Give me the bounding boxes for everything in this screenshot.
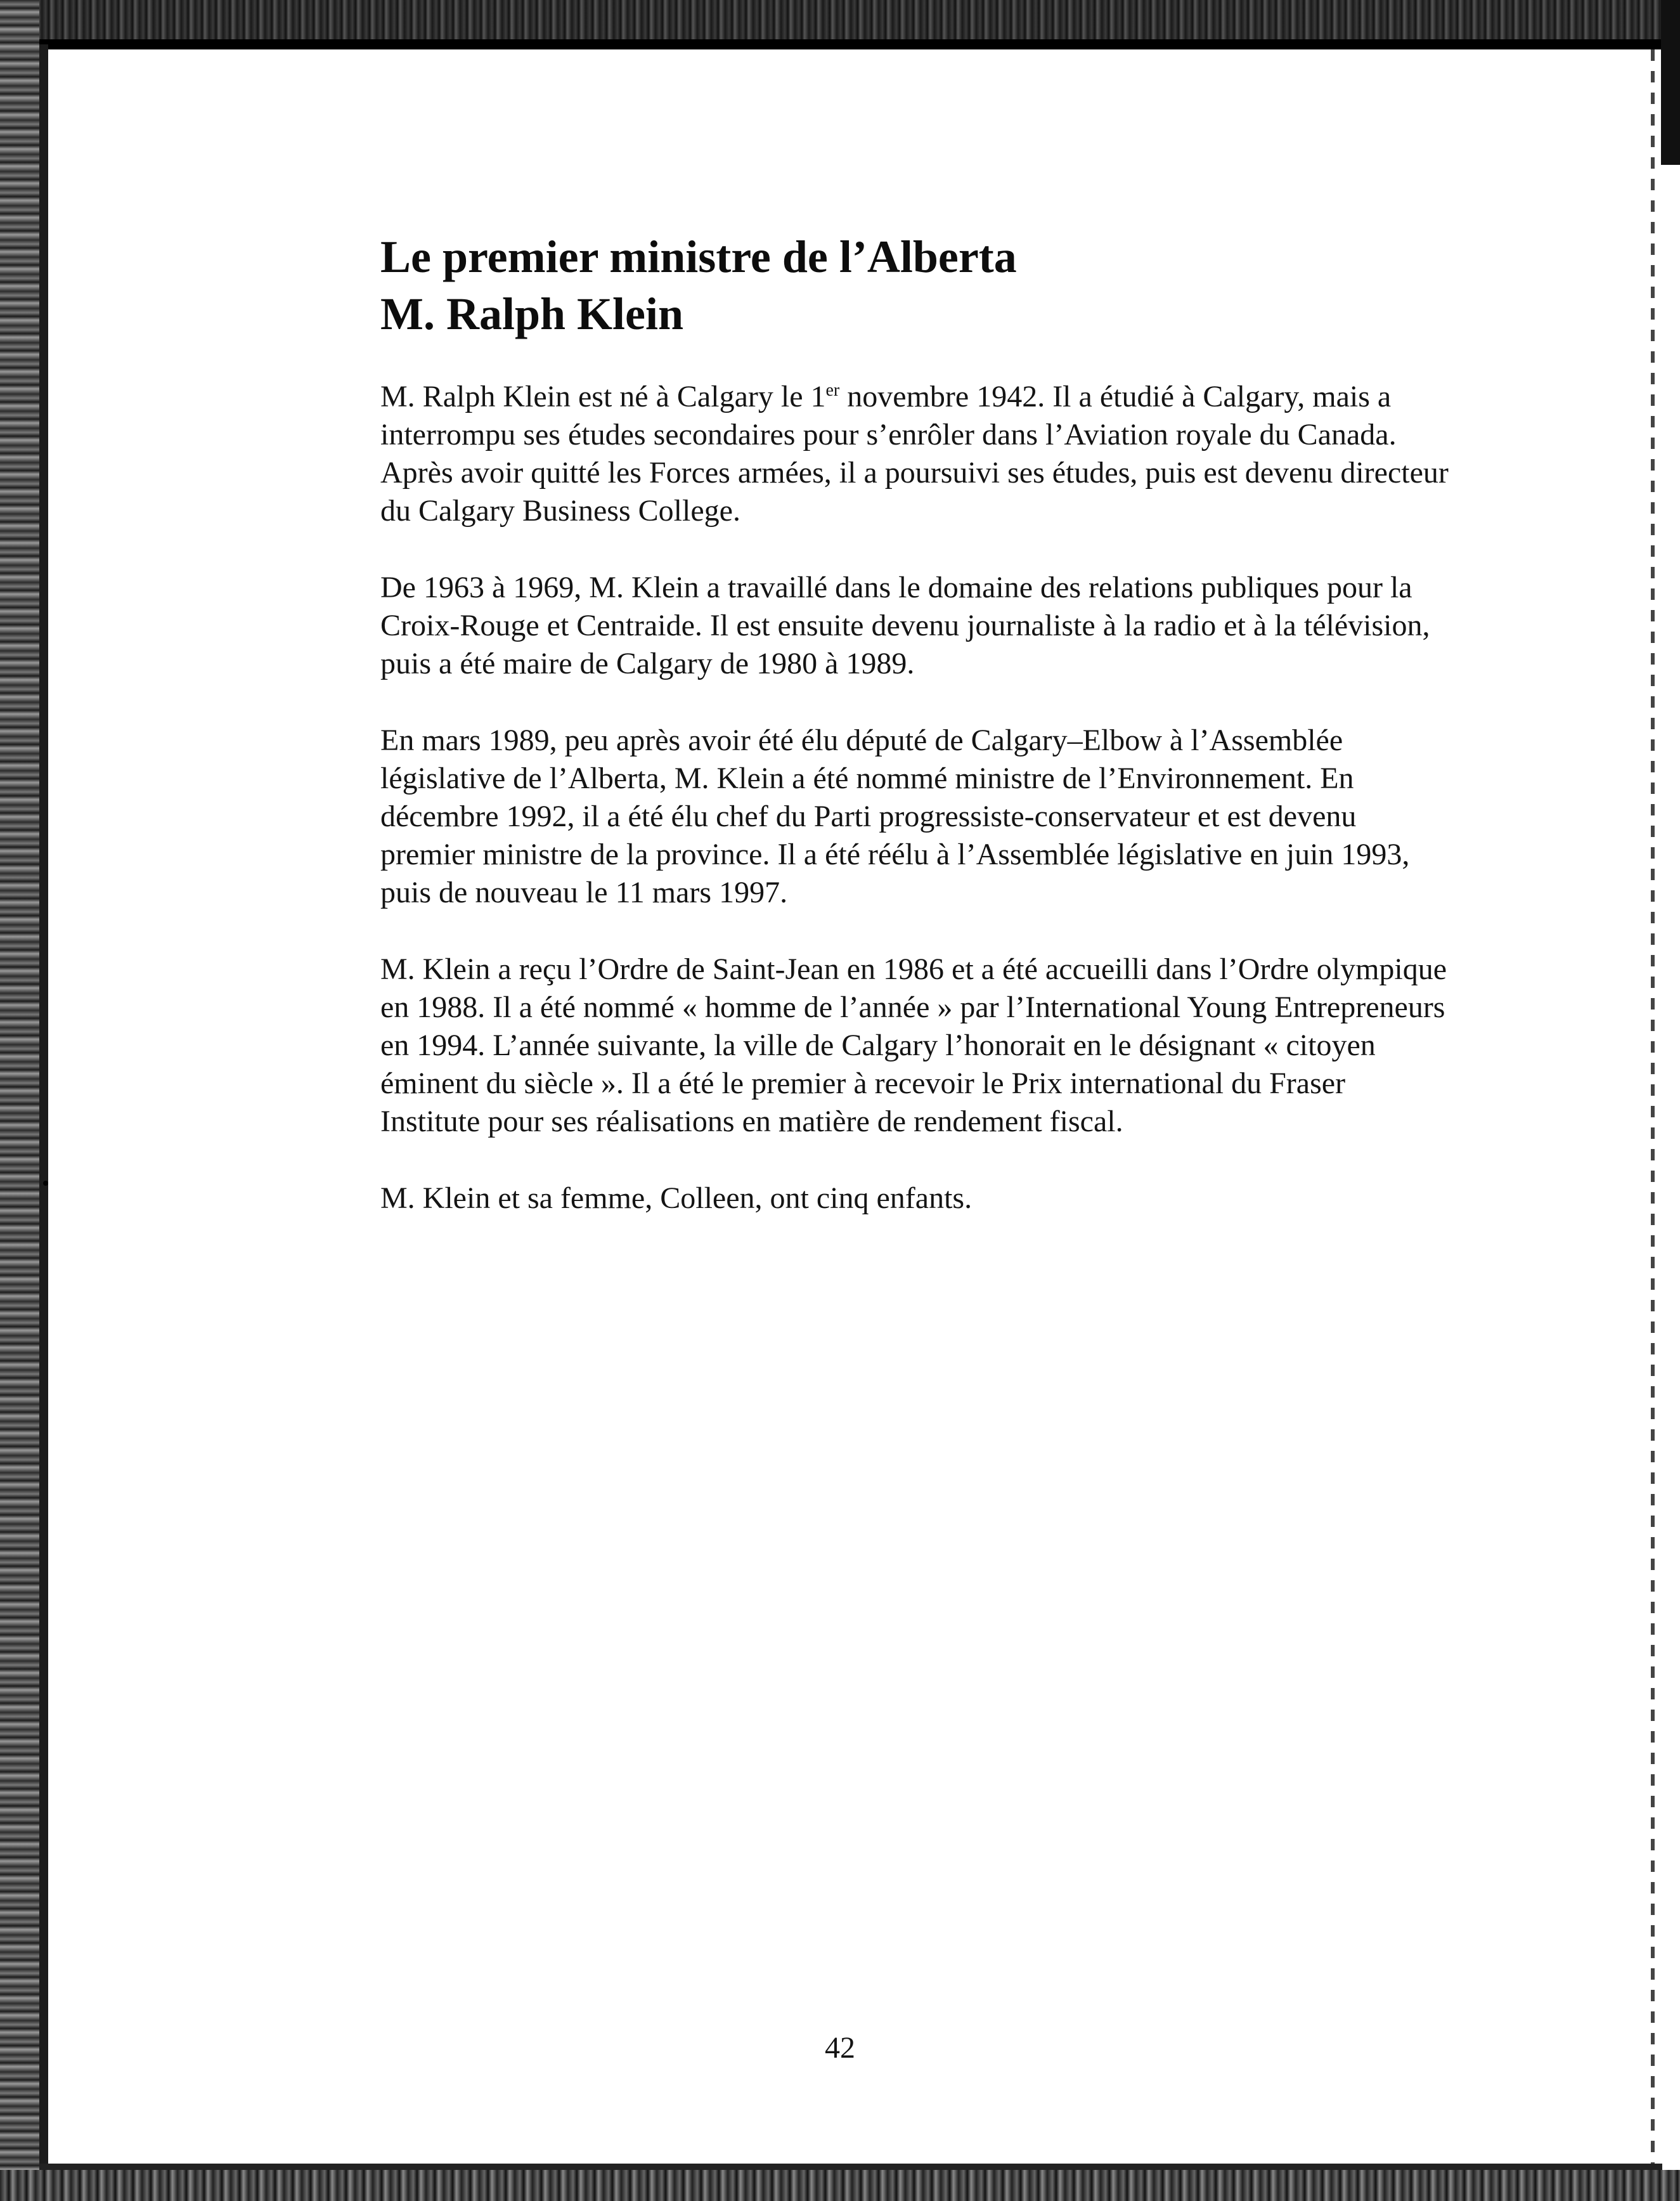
paragraph-birth-end: novembre 1942. Il a étudié à Calgary, mais a interrompu ses études secondaires pour s’enrôler dans l’Aviation royale du Canada. Après avoir quitté les Forces armées, il a poursuivi ses études, puis est devenu directeur du Calgary Business College. bbox=[380, 380, 1449, 528]
title-line-1: Le premier ministre de l’Alberta bbox=[380, 231, 1017, 282]
paragraph-birth-start: M. Ralph Klein est né à Calgary le 1 bbox=[380, 380, 826, 413]
ordinal-superscript: er bbox=[825, 380, 840, 400]
paragraph-birth bbox=[380, 378, 1452, 530]
paragraph-family: M. Klein et sa femme, Colleen, ont cinq enfants. bbox=[380, 1181, 972, 1215]
scan-border-bottom bbox=[0, 2170, 1680, 2201]
body-text bbox=[380, 378, 1452, 1217]
page-title bbox=[380, 228, 1452, 342]
paragraph-career: De 1963 à 1969, M. Klein a travaillé dans le domaine des relations publiques pour la Croix-Rouge et Centraide. Il est ensuite devenu journaliste à la radio et à la télévision, puis a été maire de Calgary de 1980 à 1989. bbox=[380, 571, 1430, 680]
scan-border-right bbox=[1651, 49, 1655, 2167]
document-page bbox=[380, 228, 1452, 1256]
scan-border-top-edge bbox=[0, 39, 1680, 49]
paragraph-politics: En mars 1989, peu après avoir été élu député de Calgary–Elbow à l’Assemblée législative de l’Alberta, M. Klein a été nommé ministre de l’Environnement. En décembre 1992, il a été élu chef du Parti progressiste-conservateur et est devenu premier ministre de la province. Il a été réélu à l’Assemblée législative en juin 1993, puis de nouveau le 11 mars 1997. bbox=[380, 724, 1410, 909]
title-line-2: M. Ralph Klein bbox=[380, 289, 684, 339]
paragraph-honours: M. Klein a reçu l’Ordre de Saint-Jean en 1986 et a été accueilli dans l’Ordre olympique en 1988. Il a été nommé « homme de l’année » par l’International Young Entrepreneurs en 1994. L’année suivante, la ville de Calgary l’honorait en le désignant « citoyen éminent du siècle ». Il a été le premier à recevoir le Prix international du Fraser Institute pour ses réalisations en matière de rendement fiscal. bbox=[380, 952, 1447, 1138]
scan-border-right-corner bbox=[1661, 0, 1680, 165]
scan-speck bbox=[43, 1181, 48, 1186]
scan-border-left-edge bbox=[39, 44, 48, 2188]
scan-border-left bbox=[0, 0, 39, 2201]
scan-border-bottom-edge bbox=[39, 2164, 1662, 2170]
page-number: 42 bbox=[825, 2031, 855, 2065]
